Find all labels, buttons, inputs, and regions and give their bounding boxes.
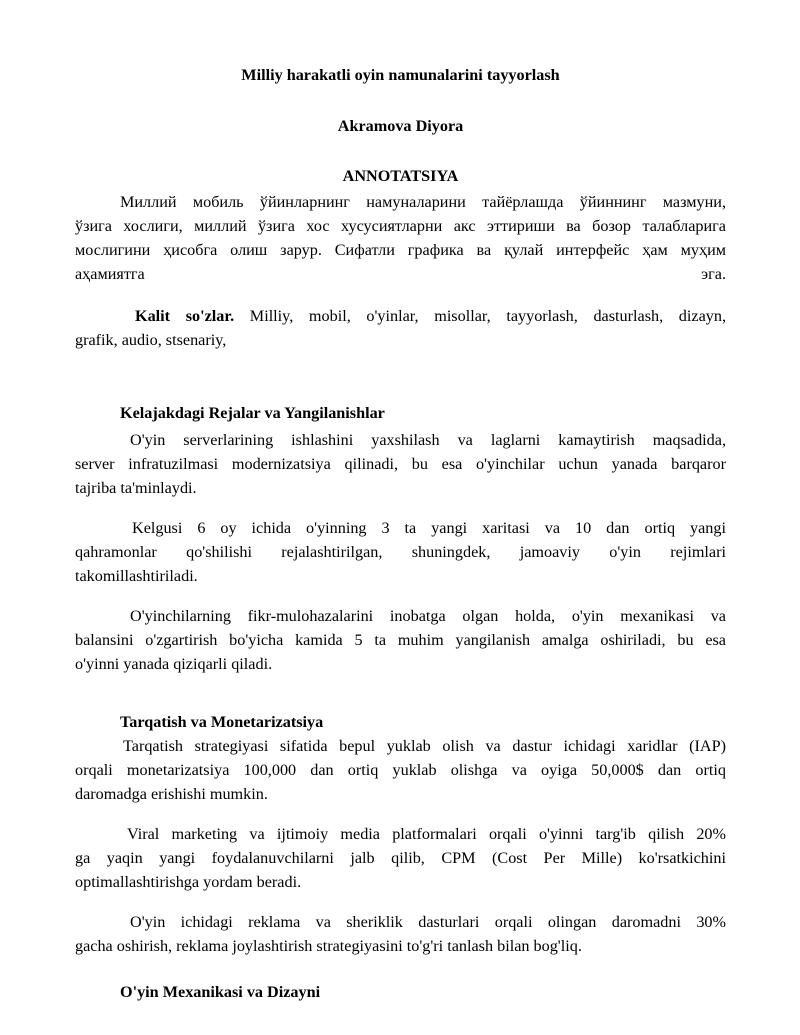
paragraph-line: Kelgusi 6 oy ichida o'yinning 3 ta yangi xaritasi va 10 dan ortiq yangi — [132, 519, 726, 537]
paragraph-line: orqali monetarizatsiya 100,000 dan ortiq yuklab olishga va oyiga 50,000$ dan ortiq — [75, 761, 726, 779]
paragraph-line: daromadga erishishi mumkin. — [75, 785, 268, 803]
section-distribution-paragraph-1 — [75, 734, 726, 806]
paragraph-line: takomillashtiriladi. — [75, 567, 198, 585]
section-distribution-paragraph-2 — [75, 822, 726, 894]
section-plans-paragraph-1 — [75, 428, 726, 500]
section-plans-paragraph-2 — [75, 516, 726, 588]
paragraph-line: Tarqatish strategiyasi sifatida bepul yuklab olish va dastur ichidagi xaridlar (IAP) — [123, 737, 726, 755]
paragraph-line: O'yin ichidagi reklama va sheriklik dasturlari orqali olingan daromadni 30% — [130, 913, 726, 931]
paragraph-line: gacha oshirish, reklama joylashtirish strategiyasini to'g'ri tanlash bilan bog'liq. — [75, 937, 582, 955]
document-page — [75, 0, 726, 1035]
section-heading-mechanics: O'yin Mexanikasi va Dizayni — [120, 983, 321, 1001]
paragraph-line: o'yinni yanada qiziqarli qiladi. — [75, 655, 273, 673]
annotation-line-4-left: аҳамиятга — [75, 265, 145, 283]
keywords-line-1 — [75, 304, 726, 328]
keywords-label: Kalit so'zlar. — [135, 307, 235, 325]
annotation-line-3: мослигини ҳисобга олиш зарур. Сифатли графика ва қулай интерфейс ҳам муҳим — [75, 241, 726, 259]
paragraph-line: ga yaqin yangi foydalanuvchilarni jalb qilib, CPM (Cost Per Mille) ko'rsatkichini — [75, 849, 726, 867]
keywords-paragraph — [75, 304, 726, 352]
paragraph-line: server infratuzilmasi modernizatsiya qilinadi, bu esa o'yinchilar uchun yanada barqaror — [75, 455, 726, 473]
section-heading-distribution: Tarqatish va Monetarizatsiya — [120, 713, 324, 731]
section-distribution-paragraph-3 — [75, 910, 726, 958]
annotation-line-4 — [75, 262, 726, 286]
paragraph-line: Viral marketing va ijtimoiy media platformalari orqali o'yinni targ'ib qilish 20% — [127, 825, 726, 843]
section-heading-plans: Kelajakdagi Rejalar va Yangilanishlar — [120, 404, 385, 422]
annotation-paragraph — [75, 190, 726, 286]
annotation-heading: ANNOTATSIYA — [342, 167, 459, 185]
paragraph-line: balansini o'zgartirish bo'yicha kamida 5 ta muhim yangilanish amalga oshiriladi, bu esa — [75, 631, 726, 649]
paragraph-line: optimallashtirishga yordam beradi. — [75, 873, 302, 891]
annotation-line-1: Миллий мобиль ўйинларнинг намуналарини тайёрлашда ўйиннинг мазмуни, — [120, 193, 726, 211]
document-author: Akramova Diyora — [337, 117, 464, 135]
annotation-line-4-right: эга. — [701, 265, 726, 283]
paragraph-line: qahramonlar qo'shilishi rejalashtirilgan, shuningdek, jamoaviy o'yin rejimlari — [75, 543, 726, 561]
keywords-text-1: Milliy, mobil, o'yinlar, misollar, tayyorlash, dasturlash, dizayn, — [249, 307, 726, 325]
section-plans-paragraph-3 — [75, 604, 726, 676]
document-title: Milliy harakatli oyin namunalarini tayyorlash — [241, 66, 560, 84]
paragraph-line: O'yin serverlarining ishlashini yaxshilash va laglarni kamaytirish maqsadida, — [130, 431, 726, 449]
paragraph-line: O'yinchilarning fikr-mulohazalarini inobatga olgan holda, o'yin mexanikasi va — [130, 607, 726, 625]
paragraph-line: tajriba ta'minlaydi. — [75, 479, 197, 497]
annotation-line-2: ўзига хослиги, миллий ўзига хос хусусиятларни акс эттириши ва бозор талабларига — [75, 217, 726, 235]
keywords-line-2: grafik, audio, stsenariy, — [75, 331, 227, 349]
